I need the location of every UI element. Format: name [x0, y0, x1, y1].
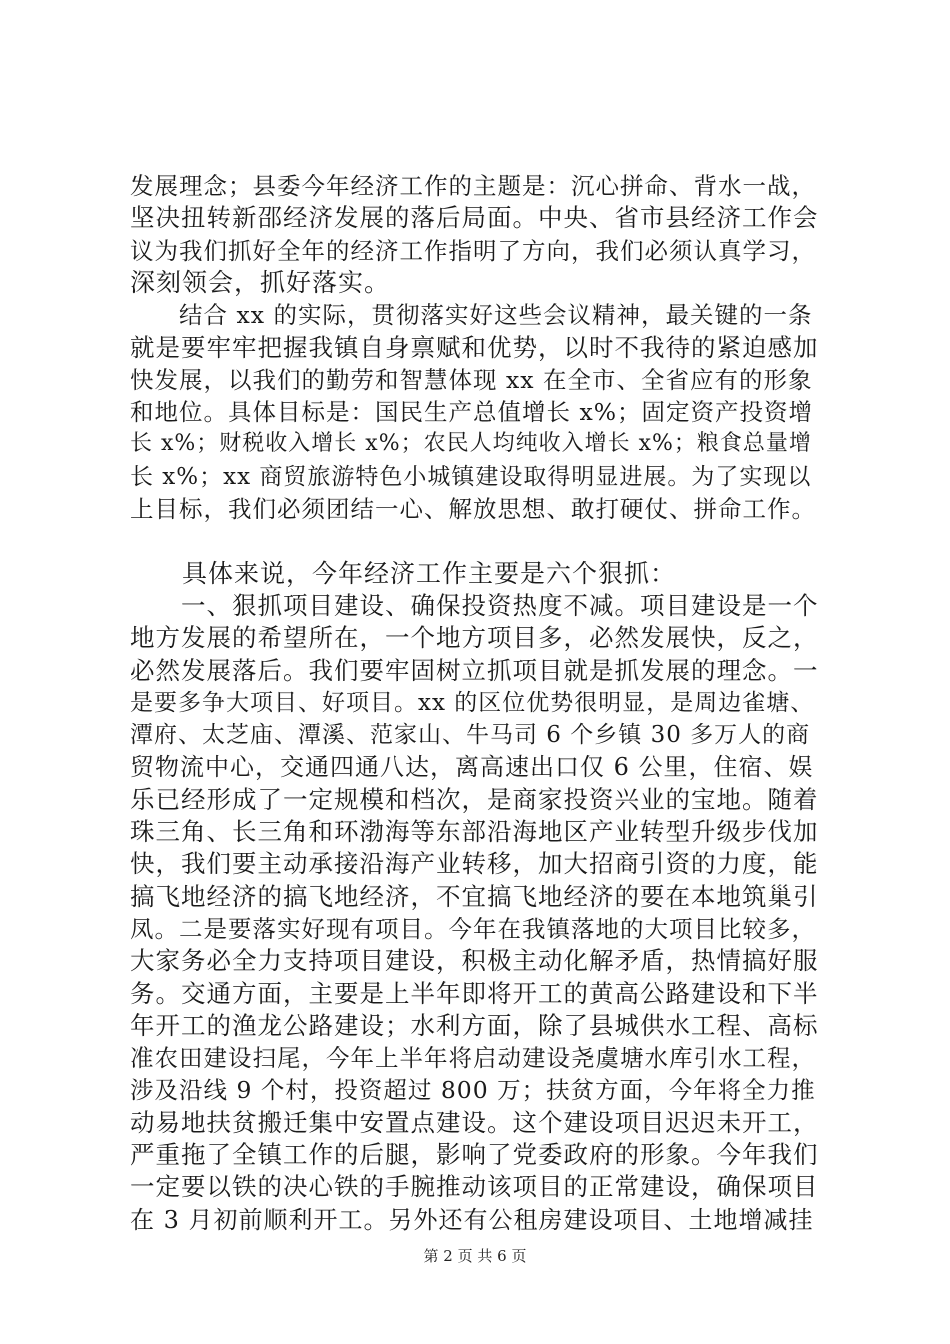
body-text-line: 和地位。具体目标是：国民生产总值增长 x%；固定资产投资增	[130, 398, 814, 427]
body-text-line: 上目标，我们必须团结一心、解放思想、敢打硬仗、拼命工作。	[130, 495, 816, 524]
body-text-line: 乐已经形成了一定规模和档次，是商家投资兴业的宝地。随着	[130, 784, 819, 814]
body-text-line: 贸物流中心，交通四通八达，离高速出口仅 6 公里，住宿、娱	[130, 753, 814, 782]
body-text-line: 动易地扶贫搬迁集中安置点建设。这个建设项目迟迟未开工，	[130, 1107, 819, 1137]
body-text-line: 年开工的渔龙公路建设；水利方面，除了县城供水工程、高标	[130, 1010, 819, 1040]
body-text-line: 结合 xx 的实际，贯彻落实好这些会议精神，最关键的一条	[130, 301, 813, 330]
body-text-line: 就是要牢牢把握我镇自身禀赋和优势，以时不我待的紧迫感加	[130, 332, 819, 362]
page-number-footer: 第 2 页 共 6 页	[423, 1247, 527, 1265]
body-text-line: 涉及沿线 9 个村，投资超过 800 万；扶贫方面，今年将全力推	[130, 1076, 816, 1105]
body-text-line: 凤。二是要落实好现有项目。今年在我镇落地的大项目比较多，	[130, 914, 816, 943]
body-text-line: 一定要以铁的决心铁的手腕推动该项目的正常建设，确保项目	[130, 1172, 819, 1202]
body-text-line: 深刻领会，抓好落实。	[130, 267, 391, 297]
body-text-line: 长 x%；xx 商贸旅游特色小城镇建设取得明显进展。为了实现以	[130, 463, 812, 490]
body-text-line: 搞飞地经济的搞飞地经济，不宜搞飞地经济的要在本地筑巢引	[130, 881, 819, 911]
body-text-line: 长 x%；财税收入增长 x%；农民人均纯收入增长 x%；粮食总量增	[130, 431, 812, 457]
body-text-line: 一、狠抓项目建设、确保投资热度不减。项目建设是一个	[130, 590, 819, 620]
body-text-line: 是要多争大项目、好项目。xx 的区位优势很明显，是周边雀塘、	[130, 689, 815, 716]
body-text-line: 务。交通方面，主要是上半年即将开工的黄高公路建设和下半	[130, 978, 819, 1008]
body-text-line: 珠三角、长三角和环渤海等东部沿海地区产业转型升级步伐加	[130, 817, 819, 847]
body-text-line: 发展理念；县委今年经济工作的主题是：沉心拼命、背水一战，	[130, 172, 816, 200]
body-text-line: 在 3 月初前顺利开工。另外还有公租房建设项目、土地增减挂	[130, 1205, 814, 1234]
body-text-line: 地方发展的希望所在，一个地方项目多，必然发展快，反之，	[130, 623, 819, 653]
body-text-line: 具体来说，今年经济工作主要是六个狠抓：	[130, 558, 677, 588]
body-text-line: 坚决扭转新邵经济发展的落后局面。中央、省市县经济工作会	[130, 203, 819, 233]
body-text-line: 快发展，以我们的勤劳和智慧体现 xx 在全市、全省应有的形象	[130, 365, 813, 394]
body-text-line: 快，我们要主动承接沿海产业转移，加大招商引资的力度，能	[130, 849, 819, 879]
body-text-line: 严重拖了全镇工作的后腿，影响了党委政府的形象。今年我们	[130, 1140, 819, 1170]
body-text-line: 潭府、太芝庙、潭溪、范家山、牛马司 6 个乡镇 30 多万人的商	[130, 722, 811, 749]
body-text-line: 准农田建设扫尾，今年上半年将启动建设尧虞塘水库引水工程，	[130, 1044, 816, 1073]
body-text-line: 大家务必全力支持项目建设，积极主动化解矛盾，热情搞好服	[130, 946, 819, 976]
body-text-line: 必然发展落后。我们要牢固树立抓项目就是抓发展的理念。一	[130, 655, 819, 685]
body-text-line: 议为我们抓好全年的经济工作指明了方向，我们必须认真学习，	[130, 236, 816, 265]
